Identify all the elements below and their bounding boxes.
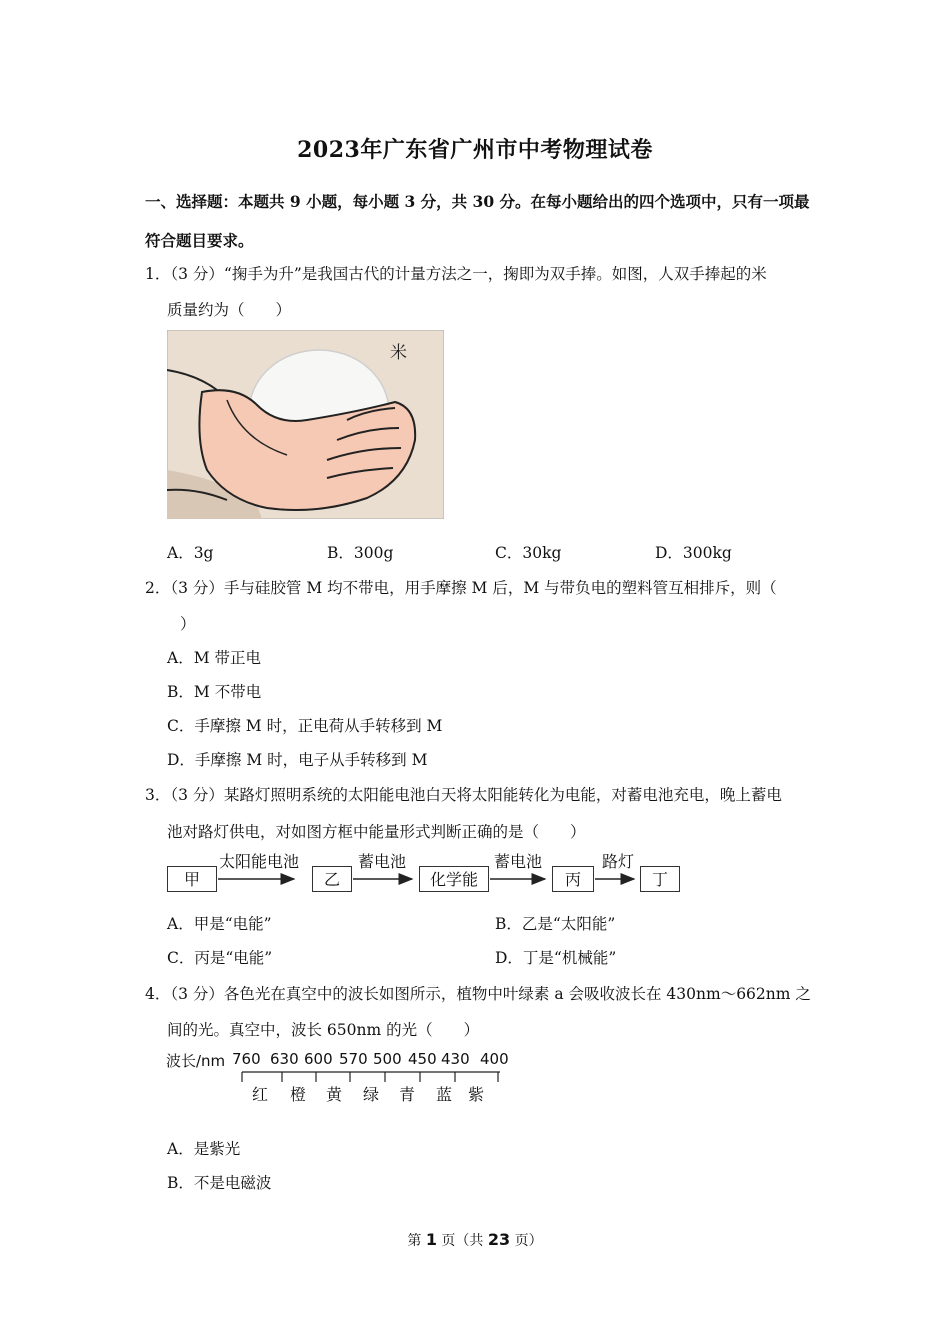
- q4-wavelength-500: 500: [373, 1050, 402, 1068]
- q1-image-label-text: 米: [390, 343, 407, 363]
- q1-stem-line2: 质量约为（ ）: [167, 301, 292, 319]
- footer-total-pages: 23: [487, 1230, 511, 1249]
- footer-middle: 页（共: [436, 1233, 488, 1249]
- section-heading-line1: 一、选择题：本题共 9 小题，每小题 3 分，共 30 分。在每小题给出的四个选项中，只有一项最: [145, 192, 810, 211]
- q2-option-b: B．M 不带电: [167, 683, 262, 701]
- q3-arrow-label-solar-cell: 太阳能电池: [219, 852, 300, 871]
- q4-option-a: A．是紫光: [167, 1140, 241, 1158]
- q4-color-yellow: 黄: [326, 1085, 343, 1104]
- page-title: 2023年广东省广州市中考物理试卷: [297, 137, 653, 163]
- q3-box-jia: 甲: [167, 866, 217, 892]
- page-footer: [0, 1230, 950, 1250]
- q4-stem-line1: 4．（3 分）各色光在真空中的波长如图所示，植物中叶绿素 a 会吸收波长在 430nm～662nm 之: [145, 985, 811, 1003]
- q4-option-b: B．不是电磁波: [167, 1174, 272, 1192]
- q2-stem-line1: 2．（3 分）手与硅胶管 M 均不带电，用手摩擦 M 后，M 与带负电的塑料管互相排斥，则（: [145, 579, 777, 597]
- q4-wavelength-630: 630: [270, 1050, 299, 1068]
- q2-option-a: A．M 带正电: [167, 649, 261, 667]
- q4-wavelength-400: 400: [480, 1050, 509, 1068]
- footer-page-number: 1: [425, 1230, 437, 1249]
- q1-option-c: C．30kg: [495, 544, 562, 562]
- q3-option-d: D．丁是“机械能”: [495, 949, 617, 967]
- q4-wavelength-430: 430: [441, 1050, 470, 1068]
- q4-color-orange: 橙: [290, 1085, 307, 1104]
- q1-option-a: A．3g: [167, 544, 214, 562]
- q3-stem-line1: 3．（3 分）某路灯照明系统的太阳能电池白天将太阳能转化为电能，对蓄电池充电，晚上蓄电: [145, 786, 782, 804]
- q3-stem-line2: 池对路灯供电，对如图方框中能量形式判断正确的是（ ）: [167, 823, 586, 841]
- q4-color-red: 红: [252, 1085, 269, 1104]
- section-heading-line2: 符合题目要求。: [145, 231, 254, 250]
- q3-box-chemical-energy: 化学能: [419, 866, 489, 892]
- q4-color-cyan: 青: [399, 1085, 416, 1104]
- q3-option-a: A．甲是“电能”: [167, 915, 272, 933]
- q3-box-ding: 丁: [640, 866, 680, 892]
- q2-option-c: C．手摩擦 M 时，正电荷从手转移到 M: [167, 717, 443, 735]
- q3-option-b: B．乙是“太阳能”: [495, 915, 616, 933]
- q2-stem-line2: ）: [180, 615, 196, 633]
- q3-option-c: C．丙是“电能”: [167, 949, 273, 967]
- q2-option-d: D．手摩擦 M 时，电子从手转移到 M: [167, 751, 428, 769]
- q3-arrow-label-streetlight: 路灯: [602, 852, 635, 871]
- q4-axis-label: 波长/nm: [166, 1052, 226, 1070]
- footer-suffix: 页）: [510, 1233, 543, 1249]
- q4-stem-line2: 间的光。真空中，波长 650nm 的光（ ）: [167, 1021, 480, 1039]
- q1-stem-line1: 1．（3 分）“掬手为升”是我国古代的计量方法之一，掬即为双手捧。如图，人双手捧起的米: [145, 265, 767, 283]
- q1-option-b: B．300g: [327, 544, 394, 562]
- q1-option-d: D．300kg: [655, 544, 732, 562]
- q4-wavelength-760: 760: [232, 1050, 261, 1068]
- footer-prefix: 第: [407, 1233, 426, 1249]
- q3-box-bing: 丙: [552, 866, 594, 892]
- q4-color-blue: 蓝: [436, 1085, 453, 1104]
- q4-wavelength-570: 570: [339, 1050, 368, 1068]
- q4-color-violet: 紫: [468, 1085, 485, 1104]
- q4-color-green: 绿: [363, 1085, 380, 1104]
- q3-arrow-label-battery-1: 蓄电池: [358, 852, 407, 871]
- q3-arrow-label-battery-2: 蓄电池: [494, 852, 543, 871]
- q3-box-yi: 乙: [312, 866, 352, 892]
- q1-hands-rice-image: [167, 330, 444, 519]
- q4-wavelength-450: 450: [408, 1050, 437, 1068]
- q4-wavelength-600: 600: [304, 1050, 333, 1068]
